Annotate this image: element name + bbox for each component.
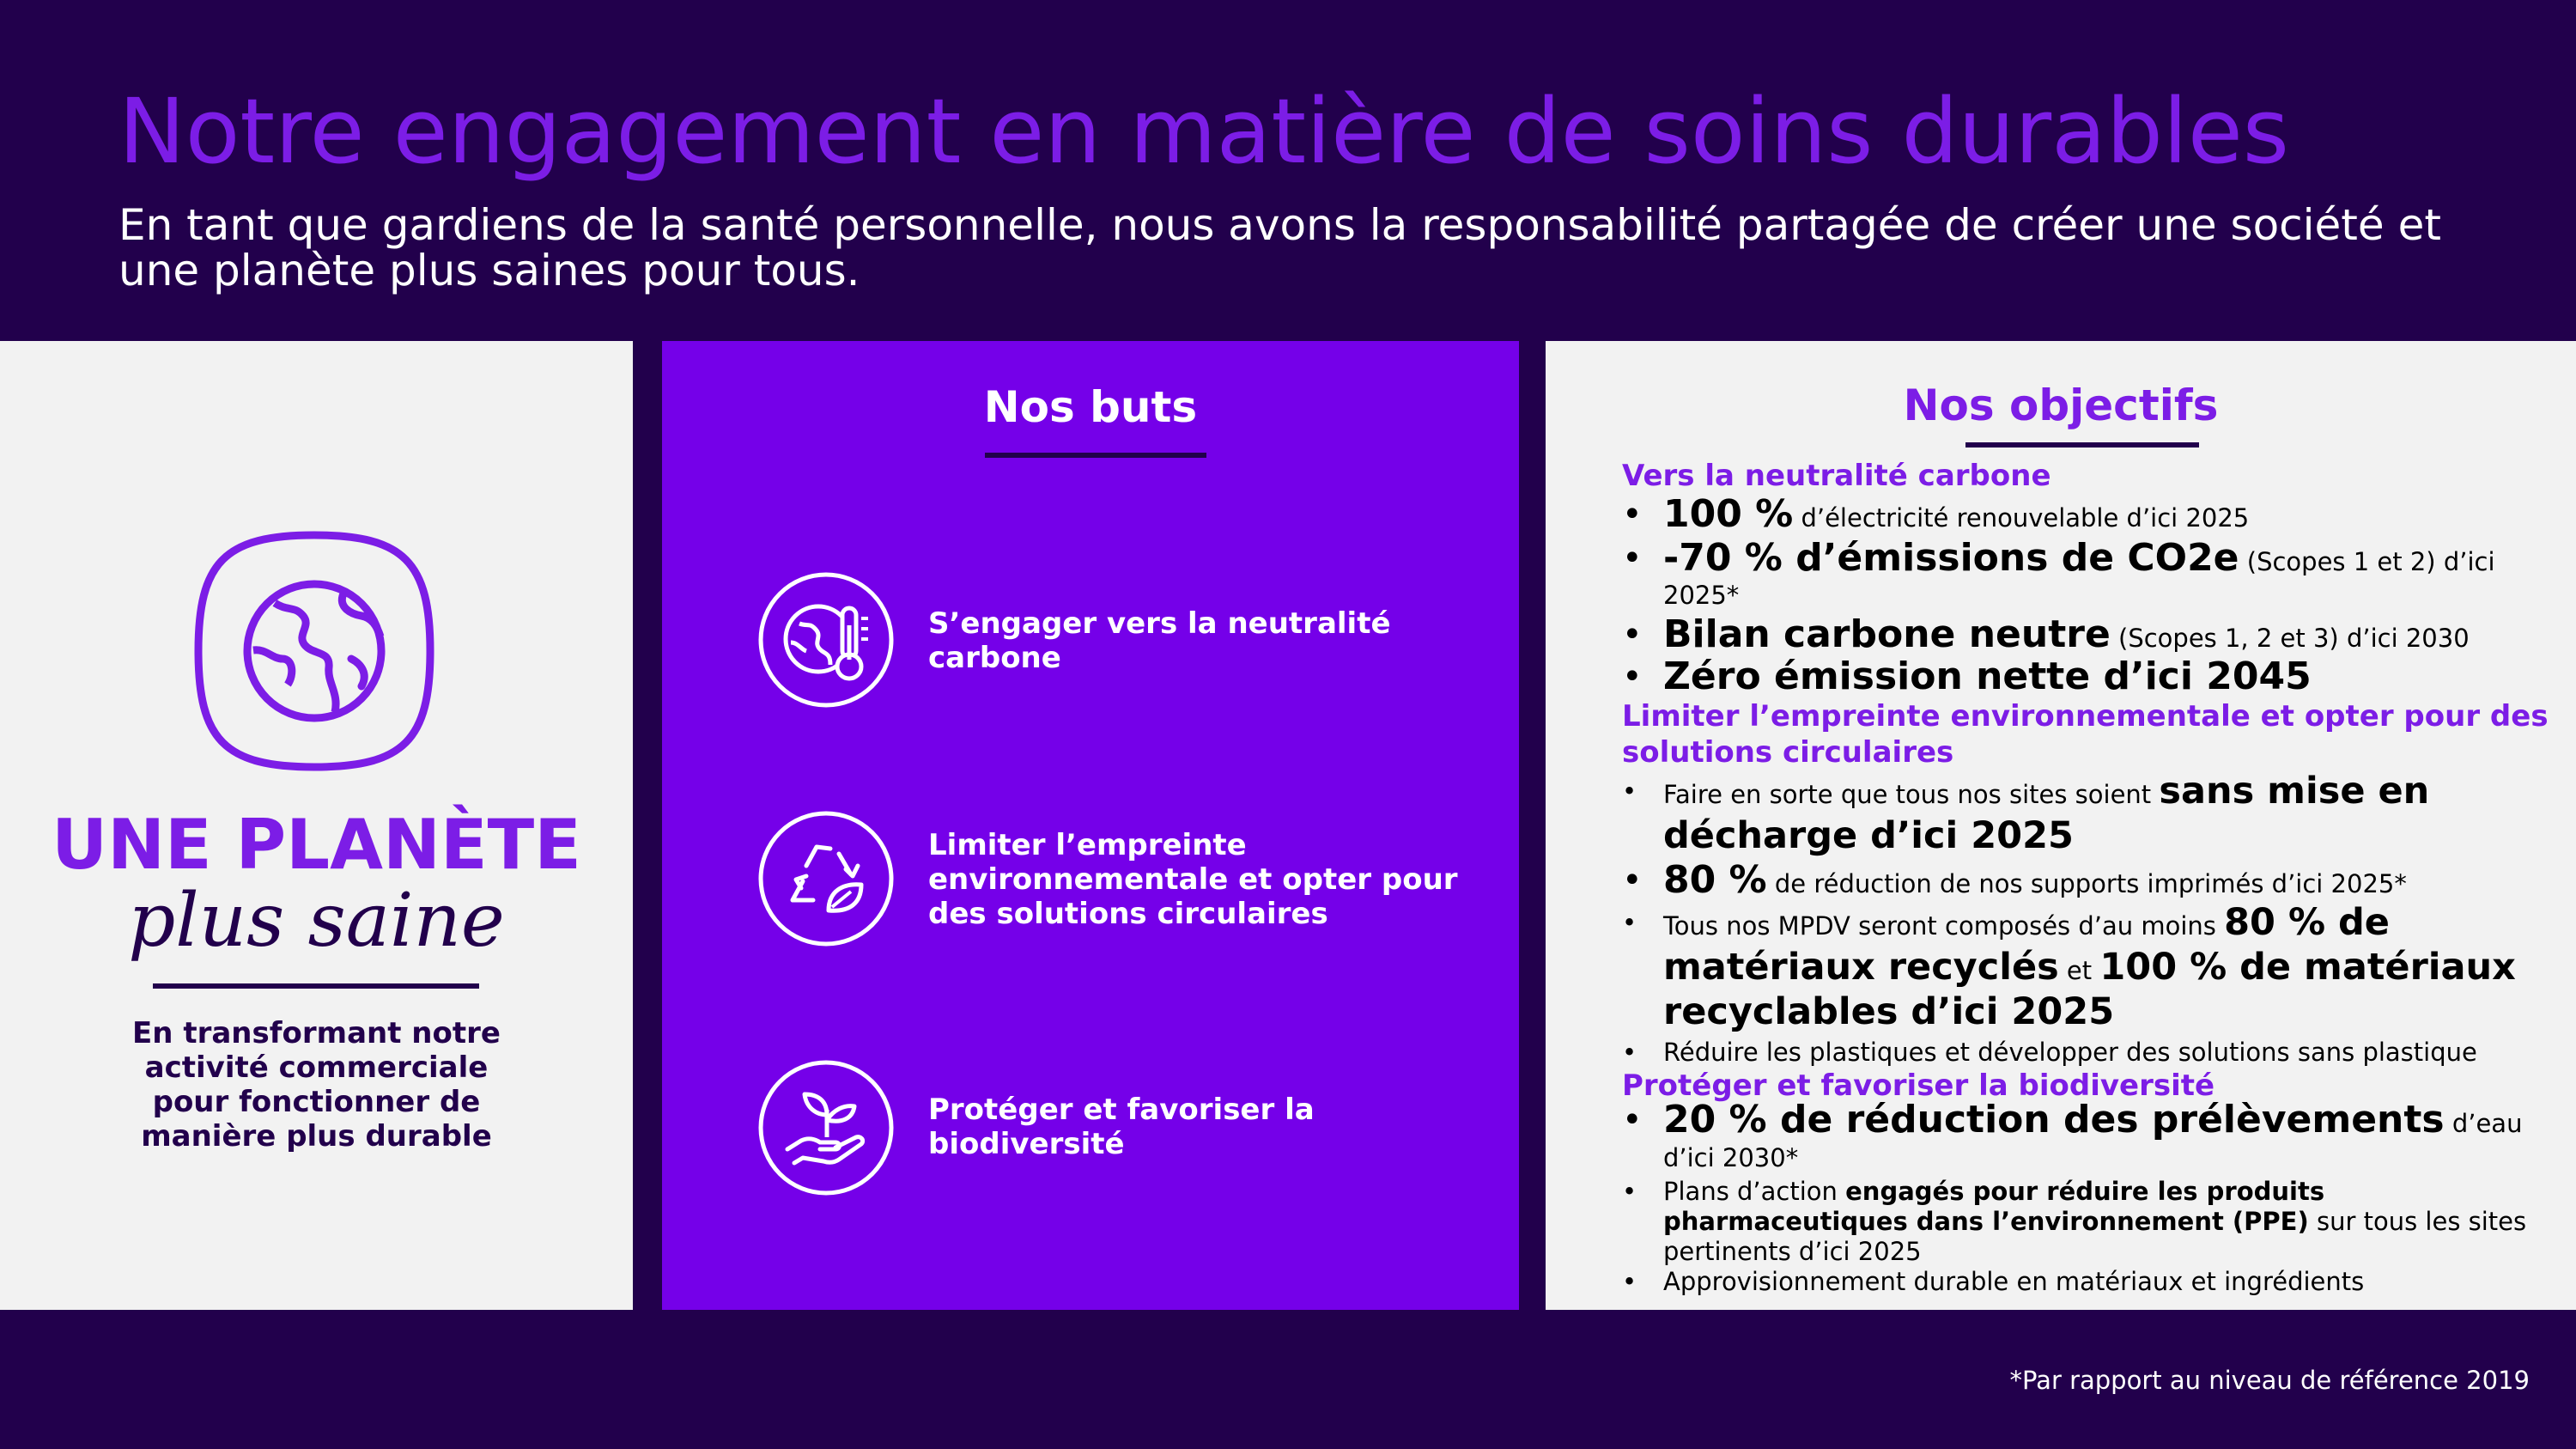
divider: [1965, 442, 2199, 447]
goals-panel: [662, 341, 1519, 1310]
list-item: • 80 % de réduction de nos supports imprimés d’ici 2025*: [1622, 860, 2567, 902]
planet-heading: UNE PLANÈTE: [52, 805, 581, 885]
list-item: • Faire en sorte que tous nos sites soient sans mise en décharge d’ici 2025: [1622, 770, 2567, 860]
goals-heading: Nos buts: [983, 382, 1198, 432]
list-item: • Approvisionnement durable en matériaux et ingrédients: [1622, 1267, 2567, 1297]
footnote: *Par rapport au niveau de référence 2019: [2009, 1366, 2530, 1395]
planet-subheading: plus saine: [128, 878, 505, 964]
recycle-leaf-icon: [756, 809, 896, 948]
section-items: [1622, 770, 2567, 1068]
list-item: • 100 % d’électricité renouvelable d’ici 2025: [1622, 494, 2567, 536]
goal-text: Limiter l’empreinte environnementale et opter pour des solutions circulaires: [928, 828, 1458, 931]
planet-panel: [0, 341, 633, 1310]
page-title: Notre engagement en matière de soins durables: [118, 79, 2289, 184]
planet-description: En transformant notre activité commerciale pour fonctionner de manière plus durable: [132, 1016, 501, 1154]
objectives-panel: [1546, 341, 2576, 1310]
objectives-heading: Nos objectifs: [1903, 381, 2219, 430]
section-title: Vers la neutralité carbone: [1622, 459, 2051, 493]
goal-text: Protéger et favoriser la biodiversité: [928, 1093, 1315, 1161]
section-title: Protéger et favoriser la biodiversité: [1622, 1068, 2215, 1103]
section-items: [1622, 494, 2567, 698]
section-title: Limiter l’empreinte environnementale et opter pour des solutions circulaires: [1622, 699, 2549, 770]
list-item: • Tous nos MPDV seront composés d’au moins 80 % de matériaux recyclés et 100 % de matériaux recyclables d’ici 2025: [1622, 902, 2567, 1036]
section-items: [1622, 1098, 2567, 1297]
list-item: • Réduire les plastiques et développer des solutions sans plastique: [1622, 1038, 2567, 1068]
list-item: • Plans d’action engagés pour réduire les produits pharmaceutiques dans l’environnement (PPE) sur tous les sites pertinents d’ici 2025: [1622, 1177, 2567, 1267]
list-item: • Bilan carbone neutre (Scopes 1, 2 et 3) d’ici 2030: [1622, 614, 2567, 656]
list-item: • 20 % de réduction des prélèvements d’eau d’ici 2030*: [1622, 1104, 2567, 1173]
hand-plant-icon: [756, 1058, 896, 1197]
goal-text: S’engager vers la neutralité carbone: [928, 606, 1391, 675]
page-subtitle: En tant que gardiens de la santé personnelle, nous avons la responsabilité partagée de créer une société et une planète plus saines pour tous.: [118, 200, 2441, 295]
objectives-list: [1622, 458, 2567, 1297]
divider: [985, 453, 1206, 458]
globe-thermometer-icon: [756, 570, 896, 709]
divider: [153, 983, 479, 989]
list-item: • Zéro émission nette d’ici 2045: [1622, 656, 2567, 698]
list-item: • -70 % d’émissions de CO2e (Scopes 1 et 2) d’ici 2025*: [1622, 543, 2567, 611]
earth-globe-icon: [193, 530, 435, 772]
